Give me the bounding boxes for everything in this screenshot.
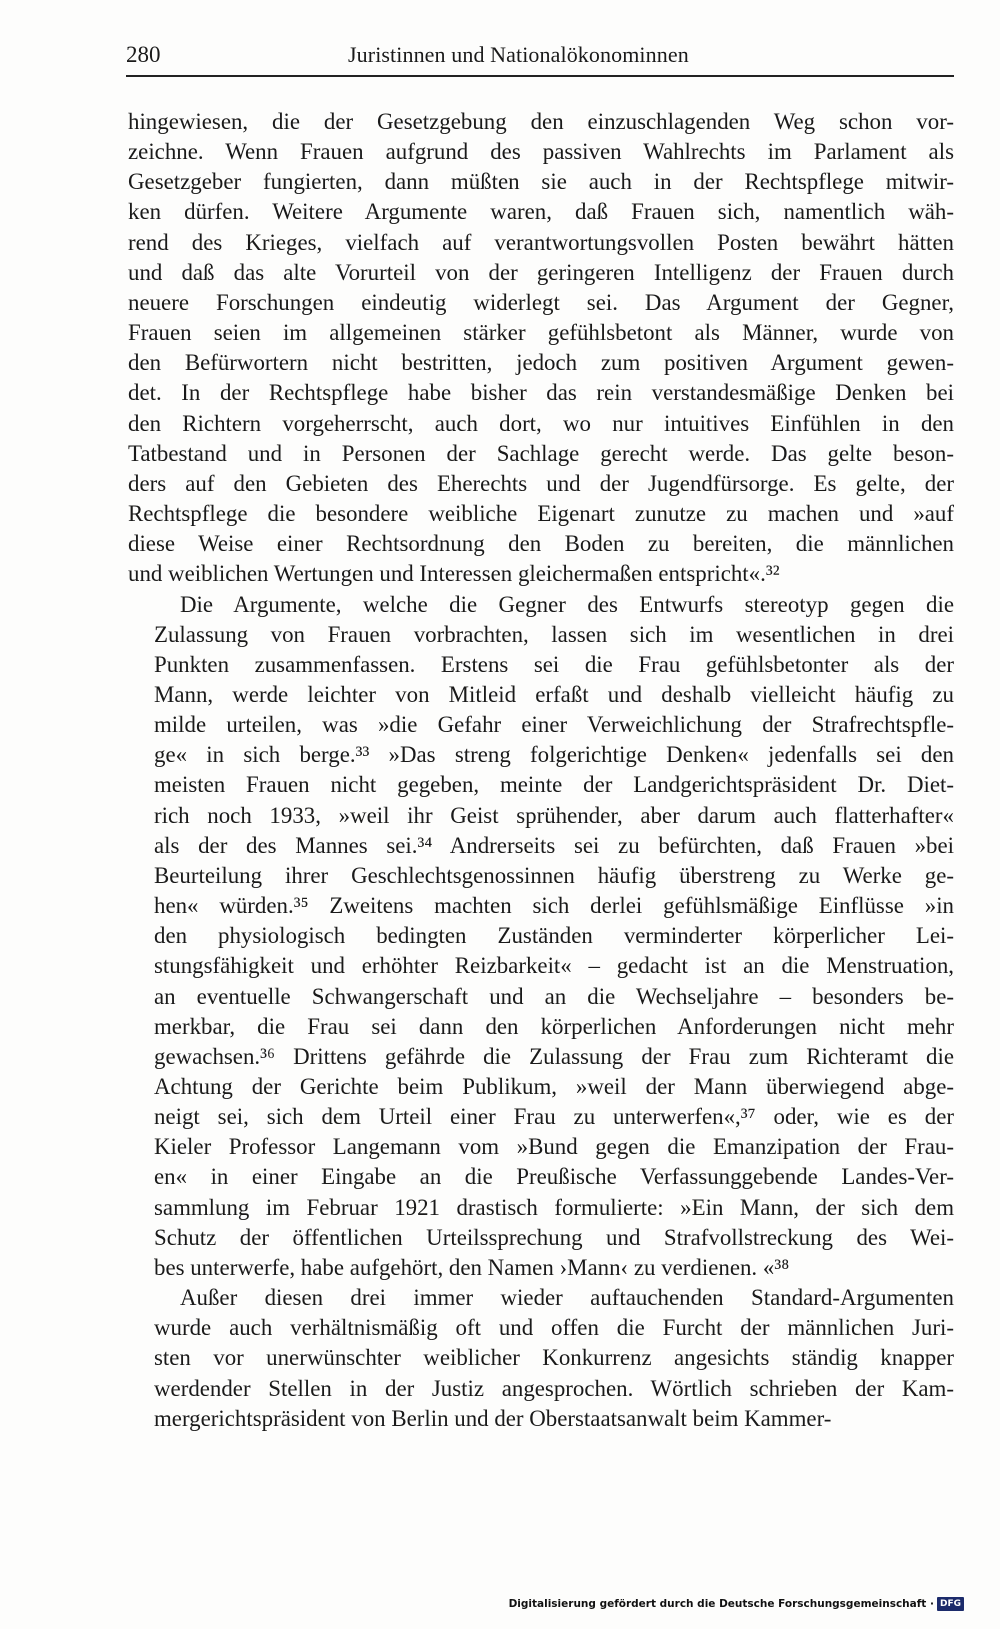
text-line: meisten Frauen nicht gegeben, meinte der Landgerichtspräsident Dr. Diet- [154, 772, 954, 798]
body-text [128, 107, 954, 1434]
paragraph [128, 107, 954, 590]
text-line: Außer diesen drei immer wieder auftauchenden Standard-Argumenten [180, 1285, 954, 1311]
credit-text: Digitalisierung gefördert durch die Deutsche Forschungsgemeinschaft · [508, 1598, 934, 1610]
text-line: wurde auch verhältnismäßig oft und offen die Furcht der männlichen Juri- [154, 1315, 954, 1341]
dfg-logo: DFG [937, 1597, 964, 1611]
text-line: ge« in sich berge.³³ »Das streng folgerichtige Denken« jedenfalls sei den [154, 742, 954, 768]
text-line: den physiologisch bedingten Zuständen verminderter körperlicher Lei- [154, 923, 954, 949]
text-line: rich noch 1933, »weil ihr Geist sprühender, aber darum auch flatterhafter« [154, 802, 954, 828]
page-header [126, 40, 954, 76]
text-line: neigt sei, sich dem Urteil einer Frau zu unterwerfen«,³⁷ oder, wie es der [154, 1104, 954, 1130]
text-line: neuere Forschungen eindeutig widerlegt sei. Das Argument der Gegner, [128, 289, 954, 315]
page-number: 280 [126, 42, 161, 67]
text-line: sten vor unerwünschter weiblicher Konkurrenz angesichts ständig knapper [154, 1345, 954, 1371]
text-line: zeichne. Wenn Frauen aufgrund des passiven Wahlrechts im Parlament als [128, 139, 954, 165]
paragraph [128, 590, 954, 1284]
text-line: als der des Mannes sei.³⁴ Andrerseits sei zu befürchten, daß Frauen »bei [154, 832, 954, 858]
text-line: werdender Stellen in der Justiz angesprochen. Wörtlich schrieben der Kam- [154, 1375, 954, 1401]
text-line: Mann, werde leichter von Mitleid erfaßt und deshalb vielleicht häufig zu [154, 681, 954, 707]
text-line: bes unterwerfe, habe aufgehört, den Namen ›Mann‹ zu verdienen. «³⁸ [154, 1254, 790, 1280]
header-rule [126, 75, 954, 77]
text-line: mergerichtspräsident von Berlin und der Oberstaatsanwalt beim Kammer- [154, 1405, 832, 1431]
text-line: diese Weise einer Rechtsordnung den Boden zu bereiten, die männlichen [128, 531, 954, 557]
text-line: ken dürfen. Weitere Argumente waren, daß Frauen sich, namentlich wäh- [128, 199, 954, 225]
text-line: Rechtspflege die besondere weibliche Eigenart zunutze zu machen und »auf [128, 501, 954, 527]
text-line: Die Argumente, welche die Gegner des Entwurfs stereotyp gegen die [180, 591, 954, 617]
text-line: sammlung im Februar 1921 drastisch formulierte: »Ein Mann, der sich dem [154, 1194, 954, 1220]
text-line: Punkten zusammenfassen. Erstens sei die Frau gefühlsbetonter als der [154, 651, 954, 677]
text-line: milde urteilen, was »die Gefahr einer Verweichlichung der Strafrechtspfle- [154, 712, 954, 738]
text-line: Achtung der Gerichte beim Publikum, »weil der Mann überwiegend abge- [154, 1074, 954, 1099]
text-line: gewachsen.³⁶ Drittens gefährde die Zulassung der Frau zum Richteramt die [154, 1043, 954, 1069]
text-line: Schutz der öffentlichen Urteilssprechung und Strafvollstreckung des Wei- [154, 1224, 954, 1250]
text-line: merkbar, die Frau sei dann den körperlichen Anforderungen nicht mehr [154, 1013, 954, 1039]
text-line: und daß das alte Vorurteil von der geringeren Intelligenz der Frauen durch [128, 259, 954, 285]
text-line: den Richtern vorgeherrscht, auch dort, wo nur intuitives Einfühlen in den [128, 410, 954, 436]
text-line: Gesetzgeber fungierten, dann müßten sie auch in der Rechtspflege mitwir- [128, 169, 954, 195]
running-head: Juristinnen und Nationalökonominnen [348, 42, 689, 67]
text-line: det. In der Rechtspflege habe bisher das rein verstandesmäßige Denken bei [128, 380, 954, 406]
text-line: an eventuelle Schwangerschaft und an die Wechseljahre – besonders be- [154, 983, 954, 1009]
text-line: hen« würden.³⁵ Zweitens machten sich derlei gefühlsmäßige Einflüsse »in [154, 893, 954, 919]
text-line: en« in einer Eingabe an die Preußische Verfassunggebende Landes-Ver- [154, 1164, 954, 1190]
text-line: rend des Krieges, vielfach auf verantwortungsvollen Posten bewährt hätten [128, 229, 954, 255]
text-line: den Befürwortern nicht bestritten, jedoch zum positiven Argument gewen- [128, 350, 954, 376]
digitization-credit [509, 1597, 964, 1611]
text-line: hingewiesen, die der Gesetzgebung den einzuschlagenden Weg schon vor- [128, 109, 954, 134]
text-line: ders auf den Gebieten des Eherechts und der Jugendfürsorge. Es gelte, der [128, 470, 954, 496]
paragraph [128, 1283, 954, 1434]
text-line: Zulassung von Frauen vorbrachten, lassen sich im wesentlichen in drei [154, 621, 954, 647]
text-line: Kieler Professor Langemann vom »Bund gegen die Emanzipation der Frau- [154, 1134, 954, 1160]
text-line: stungsfähigkeit und erhöhter Reizbarkeit« – gedacht ist an die Menstruation, [154, 953, 954, 979]
text-line: und weiblichen Wertungen und Interessen gleichermaßen entspricht«.³² [128, 561, 780, 587]
text-line: Frauen seien im allgemeinen stärker gefühlsbetont als Männer, wurde von [128, 320, 954, 346]
text-line: Tatbestand und in Personen der Sachlage gerecht werde. Das gelte beson- [128, 440, 954, 466]
text-line: Beurteilung ihrer Geschlechtsgenossinnen häufig überstreng zu Werke ge- [154, 862, 954, 888]
